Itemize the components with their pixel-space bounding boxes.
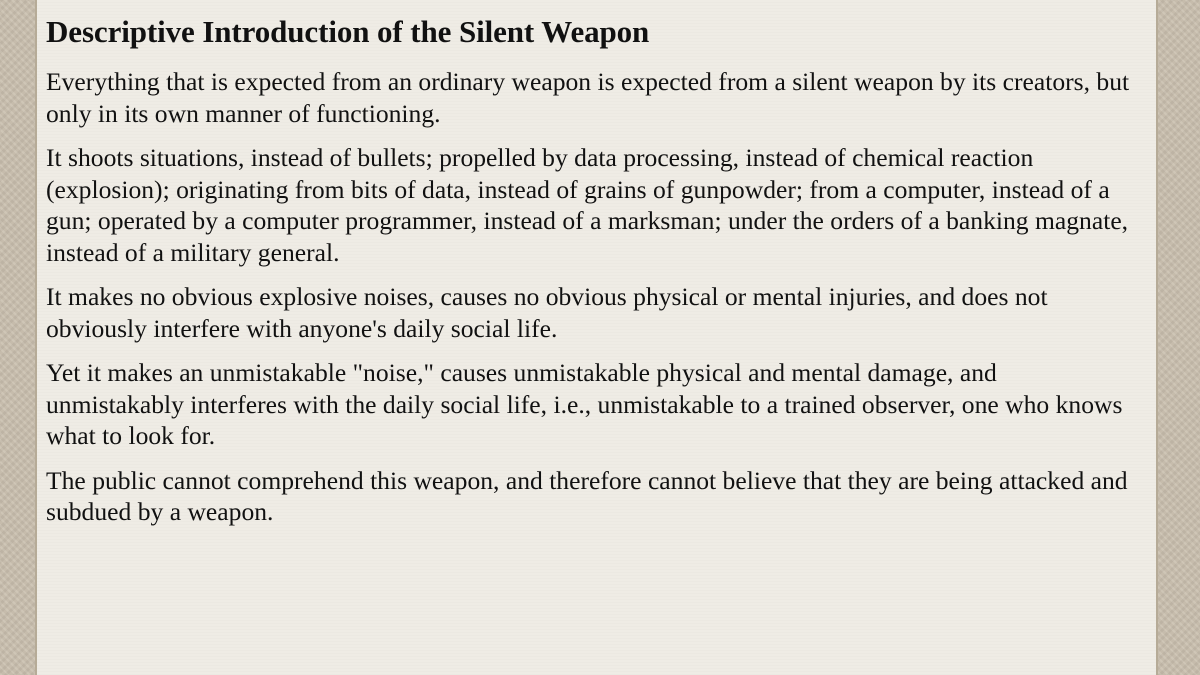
document-title: Descriptive Introduction of the Silent Weapon: [46, 14, 650, 49]
paragraph-no-obvious-noises: It makes no obvious explosive noises, causes no obvious physical or mental injuries, and does not obviously interfere with anyone's daily social life.: [46, 282, 1048, 343]
paragraph-unmistakable-noise: Yet it makes an unmistakable "noise," causes unmistakable physical and mental damage, and unmistakably interferes with the daily social life, i.e., unmistakable to a trained observer, one who knows what to look for.: [46, 358, 1123, 450]
paragraph-public-cannot-comprehend: The public cannot comprehend this weapon, and therefore cannot believe that they are being attacked and subdued by a weapon.: [46, 465, 1128, 526]
document-page: [35, 0, 1158, 675]
paragraph-shoots-situations: It shoots situations, instead of bullets; propelled by data processing, instead of chemical reaction (explosion); originating from bits of data, instead of grains of gunpowder; from a computer, instead of a gun; operated by a computer programmer, instead of a marksman; under the orders of a banking magnate, instead of a military general.: [46, 143, 1129, 267]
paragraph-ordinary-weapon: Everything that is expected from an ordinary weapon is expected from a silent weapon by its creators, but only in its own manner of functioning.: [46, 67, 1130, 128]
